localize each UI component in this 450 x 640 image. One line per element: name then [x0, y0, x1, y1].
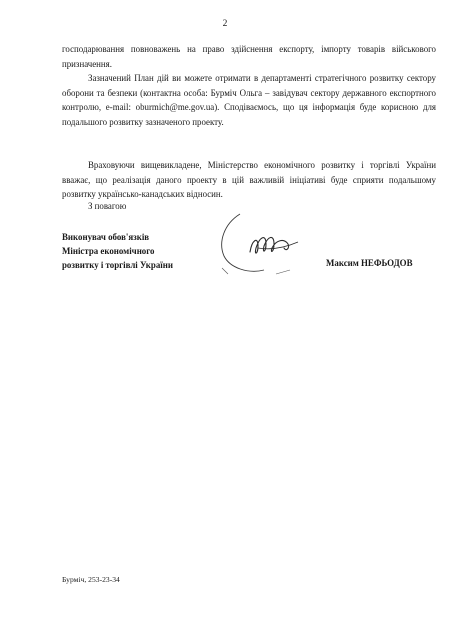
signatory-name: Максим НЕФЬОДОВ — [326, 258, 413, 268]
signatory-title-line: Виконувач обов'язків — [62, 232, 150, 242]
paragraph-text: Зазначений План дій ви можете отримати в департаменті стратегічного розвитку сектору оборони та безпеки (контактна особа: Бурміч Ольга – завідувач сектору державного експортного контролю, e-mail: oburmich@me.gov.ua). Сподіваємось, що ця інформація буде корисною для подальшого розвитку зазначеного проекту. — [62, 73, 436, 127]
paragraph-text: господарювання повноважень на право здійснення експорту, імпорту товарів військового призначення. — [62, 44, 436, 69]
footer-contact: Бурміч, 253-23-34 — [62, 575, 120, 584]
letter-paragraph-2 — [62, 71, 436, 129]
paragraph-text: Враховуючи вищевикладене, Міністерство економічного розвитку і торгівлі України вважає, що реалізація даного проекту в цій важливій ініціативі буде сприяти подальшому розвитку українсько-канадських відносин. — [62, 160, 436, 199]
handwritten-signature — [214, 208, 324, 280]
signatory-title-line: розвитку і торгівлі України — [62, 260, 173, 270]
signatory-title — [62, 230, 173, 272]
closing-regards: З повагою — [88, 201, 127, 211]
letter-paragraph-3 — [62, 158, 436, 202]
signatory-title-line: Міністра економічного — [62, 246, 155, 256]
page-number: 2 — [222, 19, 228, 29]
letter-paragraph-1 — [62, 42, 436, 71]
